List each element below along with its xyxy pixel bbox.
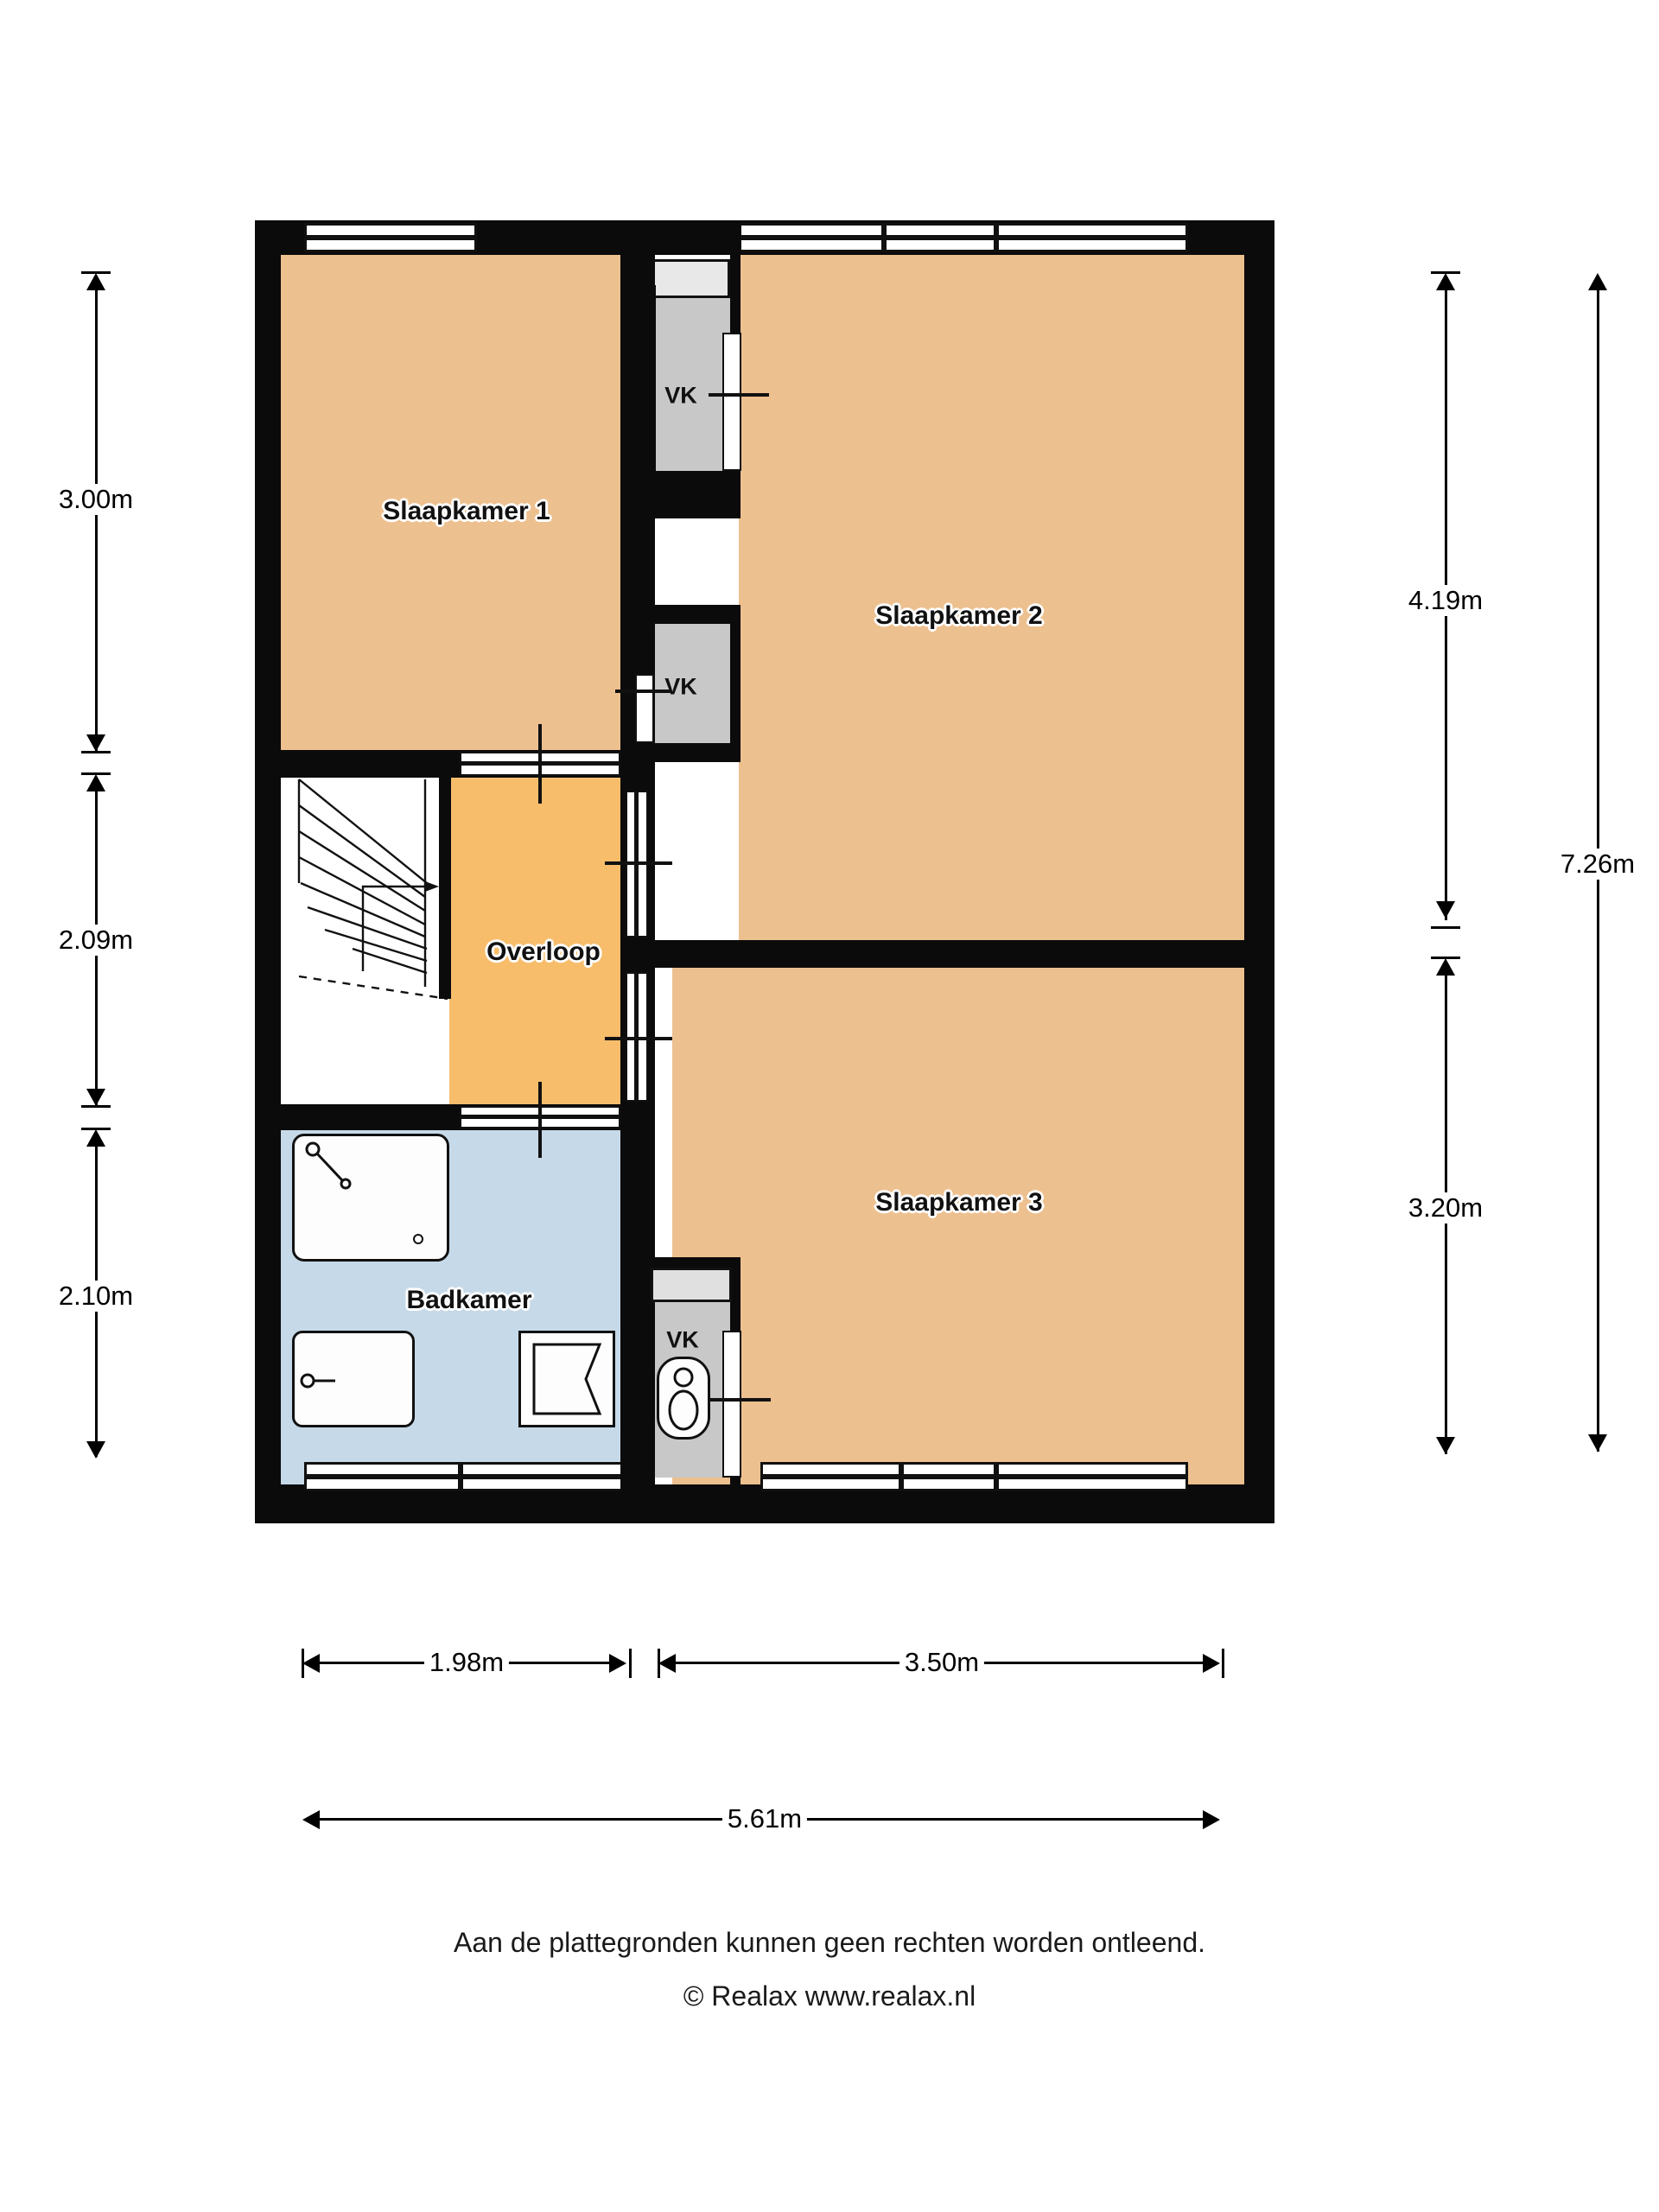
label-vk-middle: VK	[664, 673, 697, 700]
label-vk-bottom: VK	[666, 1326, 699, 1353]
label-slaapkamer-3: Slaapkamer 3	[875, 1188, 1043, 1217]
dim-bottom-1-tick-right	[629, 1649, 632, 1678]
dim-bottom-1-tick-left	[302, 1649, 304, 1678]
label-overloop: Overloop	[486, 938, 601, 966]
footer-disclaimer: Aan de plattegronden kunnen geen rechten worden ontleend.	[453, 1927, 1205, 1958]
dim-bottom-2-arrow-right	[1203, 1654, 1220, 1673]
dim-bottom-1-arrow-left	[302, 1654, 320, 1673]
dim-bottom-2-tick-right	[1222, 1649, 1224, 1678]
dim-right-1-label: 4.19m	[1403, 585, 1488, 616]
dim-left-2-label: 2.09m	[54, 925, 138, 956]
dim-bottom-1-arrow-right	[609, 1654, 626, 1673]
label-slaapkamer-1: Slaapkamer 1	[383, 497, 550, 525]
dim-left-1-label: 3.00m	[54, 484, 138, 515]
dim-bottom-2-arrow-left	[658, 1654, 676, 1673]
dim-bottom-total-arrow-right	[1203, 1810, 1220, 1829]
dim-right-total-label: 7.26m	[1555, 849, 1640, 880]
dim-bottom-2-tick-left	[658, 1649, 660, 1678]
label-badkamer: Badkamer	[406, 1286, 532, 1314]
dim-bottom-2-label: 3.50m	[899, 1647, 984, 1678]
footer-copyright: © Realax www.realax.nl	[683, 1980, 976, 2012]
dim-bottom-total-label: 5.61m	[722, 1803, 807, 1834]
label-vk-top: VK	[664, 382, 697, 409]
dim-right-2-label: 3.20m	[1403, 1192, 1488, 1224]
label-slaapkamer-2: Slaapkamer 2	[875, 601, 1043, 630]
dim-bottom-1-label: 1.98m	[424, 1647, 509, 1678]
dim-bottom-total-arrow-left	[302, 1810, 320, 1829]
dim-left-3-label: 2.10m	[54, 1281, 138, 1312]
